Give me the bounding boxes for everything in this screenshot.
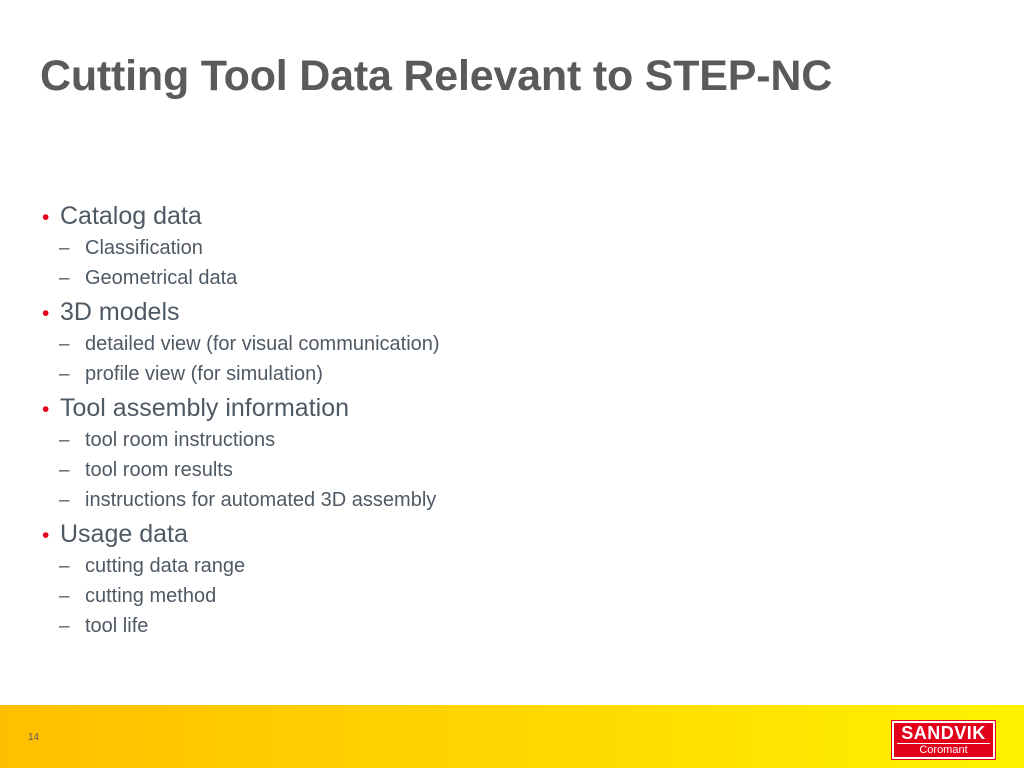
sub-bullet-item	[42, 359, 942, 389]
sub-bullet-label: profile view (for simulation)	[85, 363, 323, 385]
dash-icon: –	[59, 586, 70, 607]
bullet-icon: •	[42, 206, 50, 229]
sub-bullet-item	[42, 551, 942, 581]
bullet-item	[42, 391, 942, 425]
bullet-icon: •	[42, 302, 50, 325]
sub-bullet-item	[42, 455, 942, 485]
dash-icon: –	[59, 430, 70, 451]
sub-bullet-item	[42, 485, 942, 515]
dash-icon: –	[59, 460, 70, 481]
sub-bullet-item	[42, 611, 942, 641]
sub-bullet-label: cutting data range	[85, 555, 246, 577]
dash-icon: –	[59, 490, 70, 511]
sub-bullet-item	[42, 233, 942, 263]
dash-icon: –	[59, 364, 70, 385]
dash-icon: –	[59, 556, 70, 577]
slide-title: Cutting Tool Data Relevant to STEP-NC	[40, 52, 833, 100]
bullet-item	[42, 517, 942, 551]
logo-brand: SANDVIK	[901, 723, 986, 743]
footer-bar	[0, 705, 1024, 768]
bullet-item	[42, 199, 942, 233]
dash-icon: –	[59, 238, 70, 259]
sub-bullet-item	[42, 425, 942, 455]
bullet-label: Usage data	[60, 520, 188, 548]
sub-bullet-item	[42, 263, 942, 293]
sub-bullet-item	[42, 581, 942, 611]
sub-bullet-label: tool life	[85, 615, 149, 637]
sub-bullet-label: instructions for automated 3D assembly	[85, 489, 437, 511]
sub-bullet-label: cutting method	[85, 585, 217, 607]
bullet-label: Tool assembly information	[60, 394, 350, 422]
bullet-list	[42, 199, 942, 641]
logo-sub-brand: Coromant	[897, 743, 990, 757]
bullet-label: Catalog data	[60, 202, 202, 230]
bullet-icon: •	[42, 524, 50, 547]
sub-bullet-label: tool room instructions	[85, 429, 276, 451]
sub-bullet-label: Geometrical data	[85, 267, 238, 289]
sub-bullet-label: Classification	[85, 237, 203, 259]
bullet-icon: •	[42, 398, 50, 421]
sub-bullet-label: detailed view (for visual communication)	[85, 333, 440, 355]
sub-bullet-item	[42, 329, 942, 359]
page-number: 14	[28, 732, 40, 743]
dash-icon: –	[59, 334, 70, 355]
dash-icon: –	[59, 268, 70, 289]
sandvik-coromant-logo	[892, 721, 995, 759]
bullet-label: 3D models	[60, 298, 180, 326]
sub-bullet-label: tool room results	[85, 459, 233, 481]
dash-icon: –	[59, 616, 70, 637]
bullet-item	[42, 295, 942, 329]
